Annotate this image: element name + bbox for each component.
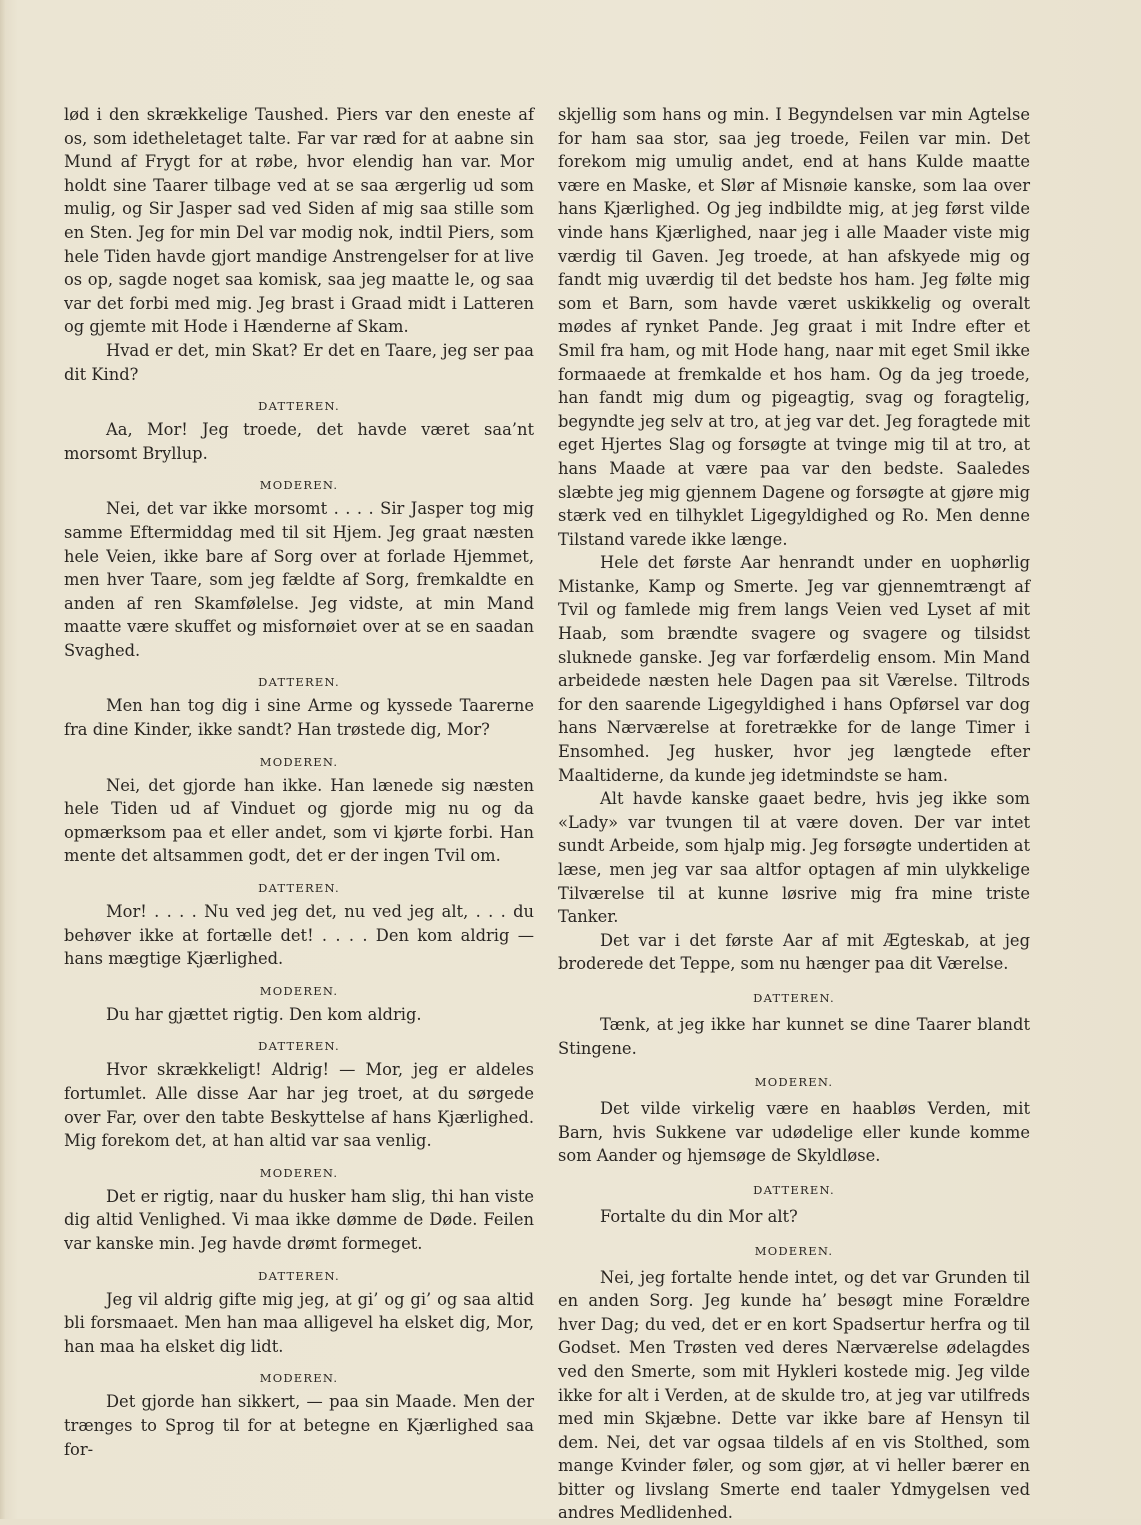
page-edge-shadow: [0, 0, 6, 1519]
speaker-label: MODEREN.: [259, 1371, 339, 1386]
paragraph: Tænk, at jeg ikke har kunnet se dine Taarer blandt Stingene.: [558, 1014, 1030, 1058]
speaker-label: DATTEREN.: [258, 675, 340, 690]
paragraph: Jeg vil aldrig gifte mig jeg, at gi’ og gi’ og saa altid bli forsmaaet. Men han maa alligevel ha elsket dig, Mor, han maa ha elsket dig lidt.: [64, 1289, 534, 1356]
speaker-label: MODEREN.: [754, 1243, 834, 1258]
paragraph: Alt havde kanske gaaet bedre, hvis jeg ikke som «Lady» var tvungen til at være doven. Der var intet sundt Arbeide, som hjalp mig. Jeg forsøgte undertiden at læse, men jeg var saa altfor optagen af min ulykkelige Tilværelse til at kunne løsrive mig fra mine triste Tanker.: [558, 789, 1030, 927]
paragraph: Det gjorde han sikkert, — paa sin Maade. Men der trænges to Sprog til for at betegne en Kjærlighed saa for-: [64, 1392, 534, 1459]
paragraph: Det vilde virkelig være en haabløs Verden, mit Barn, hvis Sukkene var udødelige eller kunde komme som Aander og hjemsøge de Skyldløse.: [558, 1099, 1030, 1166]
paragraph: Fortalte du din Mor alt?: [600, 1206, 798, 1226]
paragraph: Nei, det gjorde han ikke. Han lænede sig næsten hele Tiden ud af Vinduet og gjorde mig nu og da opmærksom paa et eller andet, som vi kjørte forbi. Han mente det altsammen godt, det er der ingen Tvil om.: [64, 775, 534, 866]
speaker-label: MODEREN.: [259, 478, 339, 493]
speaker-label: MODEREN.: [259, 754, 339, 769]
paragraph: Aa, Mor! Jeg troede, det havde været saa’nt morsomt Bryllup.: [64, 420, 534, 463]
speaker-label: MODEREN.: [754, 1075, 834, 1090]
paragraph: Hele det første Aar henrandt under en uophørlig Mistanke, Kamp og Smerte. Jeg var gjennemtrængt af Tvil og famlede mig frem langs Veien ved Lyset af mit Haab, som brændte svagere og svagere og tilsidst sluknede ganske. Jeg var forfærdelig ensom. Min Mand arbeidede næsten hele Dagen paa sit Værelse. Tiltrods for den saarende Ligegyldighed i hans Opførsel var dog hans Nærværelse at foretrække for de lange Timer i Ensomhed. Jeg husker, hvor jeg længtede efter Maaltiderne, da kunde jeg idetmindste se ham.: [558, 553, 1030, 785]
paragraph: lød i den skrækkelige Taushed. Piers var den eneste af os, som idetheletaget talte. Far var ræd for at aabne sin Mund af Frygt for at røbe, hvor elendig han var. Mor holdt sine Taarer tilbage ved at se saa ærgerlig ud som mulig, og Sir Jasper sad ved Siden af mig saa stille som en Sten. Jeg for min Del var modig nok, indtil Piers, som hele Tiden havde gjort mandige Anstrengelser for at live os op, sagde noget saa komisk, saa jeg maatte le, og saa var det forbi med mig. Jeg brast i Graad midt i Latteren og gjemte mit Hode i Hænderne af Skam.: [64, 105, 534, 337]
speaker-label: MODEREN.: [259, 1165, 339, 1180]
paragraph: Hvad er det, min Skat? Er det en Taare, jeg ser paa dit Kind?: [64, 340, 534, 384]
left-column: [64, 103, 534, 1461]
paragraph: skjellig som hans og min. I Begyndelsen var min Agtelse for ham saa stor, saa jeg troede, Feilen var min. Det forekom mig umulig andet, end at hans Kulde maatte være en Maske, et Slør af Misnøie kanske, som laa over hans Kjærlighed. Og jeg indbildte mig, at jeg først vilde vinde hans Kjærlighed, naar jeg i alle Maader viste mig værdig til Gaven. Jeg troede, at han afskyede mig og fandt mig uværdig til det bedste hos ham. Jeg følte mig som et Barn, som havde været uskikkelig og overalt mødes af rynket Pande. Jeg graat i mit Indre efter et Smil fra ham, og mit Hode hang, naar mit eget Smil ikke formaaede at fremkalde et hos ham. Og da jeg troede, han fandt mig dum og pigeagtig, svag og foragtelig, begyndte jeg selv at tro, at jeg var det. Jeg foragtede mit eget Hjertes Slag og forsøgte at tvinge mig til at tro, at hans Maade at være paa var den bedste. Saaledes slæbte jeg mig gjennem Dagene og forsøgte at gjøre mig stærk ved en tilhyklet Ligegyldighed og Ro. Men denne Tilstand varede ikke længe.: [558, 105, 1030, 549]
paragraph: Hvor skrækkeligt! Aldrig! — Mor, jeg er aldeles fortumlet. Alle disse Aar har jeg troet, at du sørgede over Far, over den tabte Beskyttelse af hans Kjærlighed. Mig forekom det, at han altid var saa venlig.: [64, 1060, 534, 1151]
paragraph: Du har gjættet rigtig. Den kom aldrig.: [106, 1004, 422, 1024]
speaker-label: DATTEREN.: [753, 1182, 835, 1197]
paragraph: Men han tog dig i sine Arme og kyssede Taarerne fra dine Kinder, ikke sandt? Han trøstede dig, Mor?: [64, 696, 534, 740]
paragraph: Nei, jeg fortalte hende intet, og det var Grunden til en anden Sorg. Jeg kunde ha’ besøgt mine Forældre hver Dag; du ved, det er en kort Spadsertur herfra og til Godset. Men Trøsten ved deres Nærværelse ødelagdes ved den Smerte, som mit Hykleri kostede mig. Jeg vilde ikke for alt i Verden, at de skulde tro, at jeg var utilfreds med min Skjæbne. Dette var ikke bare af Hensyn til dem. Nei, det var ogsaa tildels af en vis Stolthed, som mange Kvinder føler, og som gjør, at vi heller bærer en bitter og livslang Smerte end taaler Ydmygelsen ved andres Medlidenhed.: [558, 1267, 1030, 1523]
speaker-label: MODEREN.: [259, 983, 339, 998]
paragraph: Det var i det første Aar af mit Ægteskab, at jeg broderede det Teppe, som nu hænger paa dit Værelse.: [558, 930, 1030, 974]
speaker-label: DATTEREN.: [753, 990, 835, 1005]
paragraph: Mor! . . . . Nu ved jeg det, nu ved jeg alt, . . . du behøver ikke at fortælle det! . . . . Den kom aldrig — hans mægtige Kjærlighed.: [64, 902, 534, 969]
speaker-label: DATTEREN.: [258, 1268, 340, 1283]
speaker-label: DATTEREN.: [258, 399, 340, 414]
speaker-label: DATTEREN.: [258, 1039, 340, 1054]
paragraph: Det er rigtig, naar du husker ham slig, thi han viste dig altid Venlighed. Vi maa ikke dømme de Døde. Feilen var kanske min. Jeg havde drømt formeget.: [64, 1186, 534, 1253]
paragraph: Nei, det var ikke morsomt . . . . Sir Jasper tog mig samme Eftermiddag med til sit Hjem. Jeg graat næsten hele Veien, ikke bare af Sorg over at forlade Hjemmet, men hver Taare, som jeg fældte af Sorg, fremkaldte en anden af ren Skamfølelse. Jeg vidste, at min Mand maatte være skuffet og misfornøiet over at se en saadan Svaghed.: [64, 499, 534, 660]
right-column: [558, 103, 1030, 1525]
speaker-label: DATTEREN.: [258, 881, 340, 896]
